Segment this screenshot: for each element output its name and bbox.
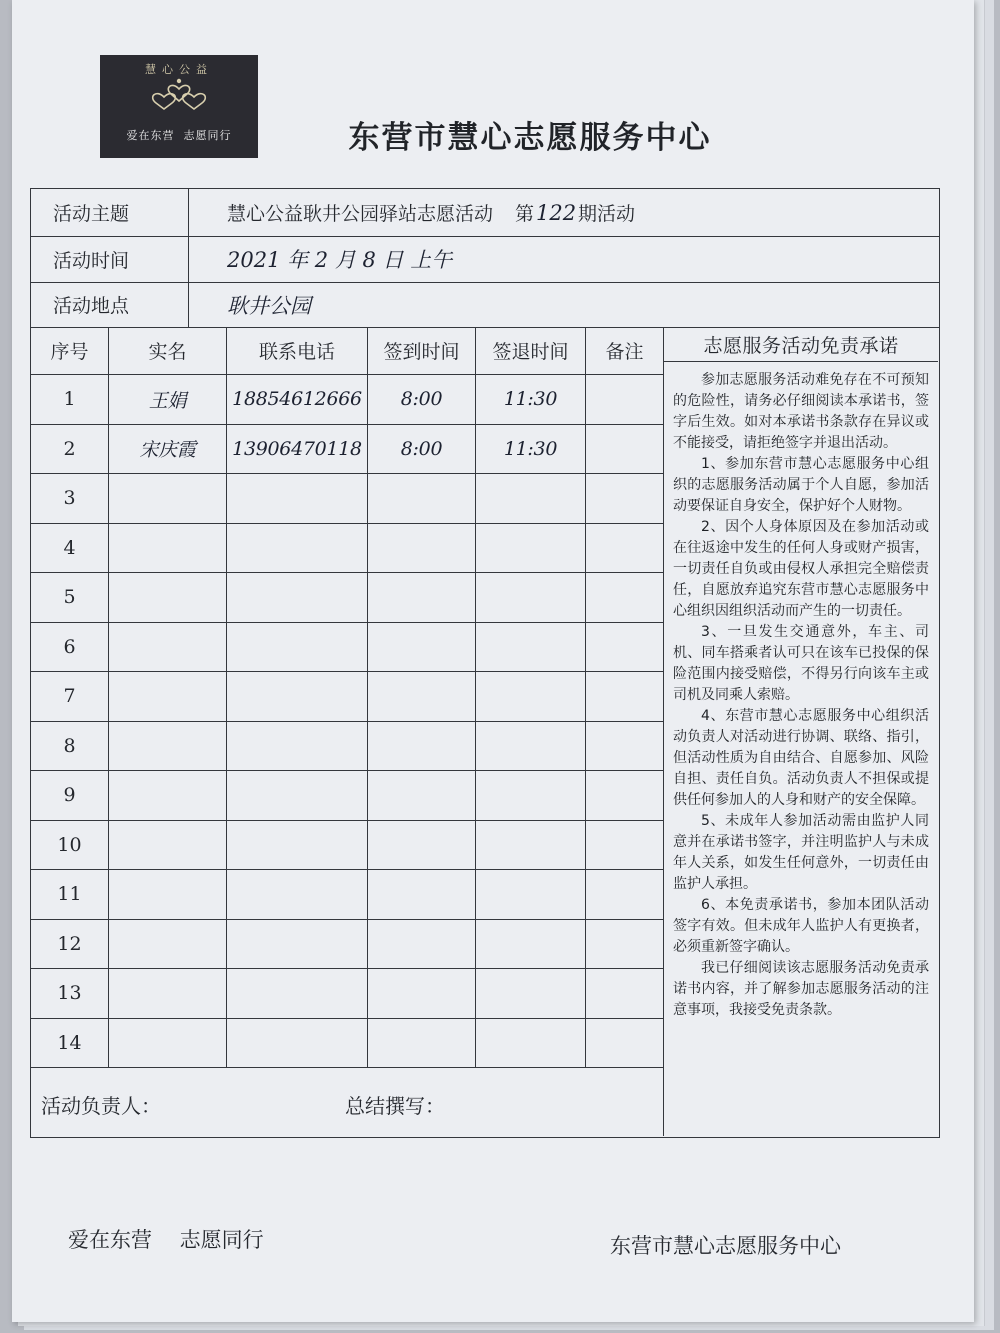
checkin-time-cell <box>368 920 476 970</box>
header-number: 序号 <box>31 327 109 375</box>
checkout-time-cell <box>476 870 586 920</box>
note-cell <box>586 870 664 920</box>
row-number-cell: 4 <box>31 524 109 574</box>
activity-theme-label: 活动主题 <box>31 189 189 236</box>
name-cell <box>109 870 227 920</box>
checkout-time-cell <box>476 1019 586 1069</box>
checkin-time-cell: 8:00 <box>368 375 476 425</box>
sign-in-table <box>31 327 664 1068</box>
header-checkout-time: 签退时间 <box>476 327 586 375</box>
phone-cell <box>227 672 368 722</box>
checkin-time-cell <box>368 821 476 871</box>
phone-cell: 18854612666 <box>227 375 368 425</box>
name-cell <box>109 623 227 673</box>
checkin-time-cell: 8:00 <box>368 425 476 475</box>
phone-cell <box>227 474 368 524</box>
disclaimer-body <box>664 362 938 1021</box>
page-title: 东营市慧心志愿服务中心 <box>348 120 712 156</box>
checkout-time-cell <box>476 623 586 673</box>
phone-cell <box>227 722 368 772</box>
activity-place-value <box>189 282 939 327</box>
disclaimer-paragraph: 5、未成年人参加活动需由监护人同意并在承诺书签字，并注明监护人与未成年人关系，如发生任何意外，一切责任由监护人承担。 <box>673 813 929 892</box>
name-cell <box>109 1019 227 1069</box>
checkin-time-cell <box>368 969 476 1019</box>
disclaimer-paragraph: 3、一旦发生交通意外，车主、司机、同车搭乘者认可只在该车已投保的保险范围内接受赔偿，不得另行向该车主或司机及同乘人索赔。 <box>673 624 929 703</box>
heart-flower-icon <box>144 75 214 115</box>
checkout-time-cell <box>476 821 586 871</box>
checkout-time-cell <box>476 771 586 821</box>
checkin-time-cell <box>368 870 476 920</box>
activity-theme-value <box>189 189 939 236</box>
row-number-cell: 5 <box>31 573 109 623</box>
activity-theme-row <box>31 189 939 237</box>
row-number-cell: 9 <box>31 771 109 821</box>
row-number-cell: 11 <box>31 870 109 920</box>
checkout-time-cell <box>476 672 586 722</box>
header-note: 备注 <box>586 327 664 375</box>
header-name: 实名 <box>109 327 227 375</box>
checkout-time-cell <box>476 722 586 772</box>
logo-name: 慧心公益 <box>145 63 213 76</box>
sign-in-form <box>30 188 940 1138</box>
row-number-cell: 14 <box>31 1019 109 1069</box>
name-cell <box>109 821 227 871</box>
note-cell <box>586 425 664 475</box>
name-cell <box>109 573 227 623</box>
note-cell <box>586 623 664 673</box>
row-number-cell: 7 <box>31 672 109 722</box>
checkout-time-cell <box>476 573 586 623</box>
phone-cell <box>227 821 368 871</box>
phone-cell <box>227 1019 368 1069</box>
phone-cell <box>227 969 368 1019</box>
phone-cell <box>227 524 368 574</box>
row-number-cell: 3 <box>31 474 109 524</box>
row-number-cell: 1 <box>31 375 109 425</box>
checkin-time-cell <box>368 623 476 673</box>
period-number: 122 <box>535 200 577 225</box>
note-cell <box>586 375 664 425</box>
activity-place-row <box>31 282 939 328</box>
checkin-time-cell <box>368 1019 476 1069</box>
header-checkin-time: 签到时间 <box>368 327 476 375</box>
name-cell <box>109 920 227 970</box>
disclaimer-paragraph: 我已仔细阅读该志愿服务活动免责承诺书内容，并了解参加志愿服务活动的注意事项，我接受免责条款。 <box>673 960 929 1018</box>
logo <box>100 55 258 158</box>
disclaimer-paragraph: 1、参加东营市慧心志愿服务中心组织的志愿服务活动属于个人自愿，参加活动要保证自身安全，保护好个人财物。 <box>673 456 929 514</box>
phone-cell <box>227 623 368 673</box>
checkout-time-cell: 11:30 <box>476 425 586 475</box>
phone-cell <box>227 771 368 821</box>
logo-slogan: 爱在东营 志愿同行 <box>126 129 232 142</box>
activity-theme-text: 慧心公益耿井公园驿站志愿活动 <box>227 203 494 225</box>
note-cell <box>586 672 664 722</box>
phone-cell <box>227 920 368 970</box>
name-cell <box>109 474 227 524</box>
row-number-cell: 13 <box>31 969 109 1019</box>
activity-time-label: 活动时间 <box>31 236 189 282</box>
disclaimer-title: 志愿服务活动免责承诺 <box>664 327 938 362</box>
phone-cell <box>227 573 368 623</box>
row-number-cell: 8 <box>31 722 109 772</box>
checkout-time-cell <box>476 524 586 574</box>
checkin-time-cell <box>368 672 476 722</box>
phone-cell <box>227 870 368 920</box>
checkout-time-cell <box>476 474 586 524</box>
note-cell <box>586 969 664 1019</box>
note-cell <box>586 821 664 871</box>
footer-slogan: 爱在东营 志愿同行 <box>68 1228 264 1252</box>
note-cell <box>586 771 664 821</box>
disclaimer-paragraph: 2、因个人身体原因及在参加活动或在往返途中发生的任何人身或财产损害，一切责任自负或由侵权人承担完全赔偿责任，自愿放弃追究东营市慧心志愿服务中心组织因组织活动而产生的一切责任。 <box>673 519 929 619</box>
name-cell <box>109 771 227 821</box>
checkin-time-cell <box>368 524 476 574</box>
leader-label: 活动负责人： <box>41 1094 161 1118</box>
checkin-time-cell <box>368 722 476 772</box>
summary-label: 总结撰写： <box>345 1094 445 1118</box>
name-cell <box>109 722 227 772</box>
note-cell <box>586 524 664 574</box>
checkin-time-cell <box>368 573 476 623</box>
signoff-area <box>31 1068 664 1136</box>
name-cell <box>109 969 227 1019</box>
row-number-cell: 2 <box>31 425 109 475</box>
footer-organization: 东营市慧心志愿服务中心 <box>610 1234 841 1258</box>
row-number-cell: 10 <box>31 821 109 871</box>
row-number-cell: 12 <box>31 920 109 970</box>
note-cell <box>586 920 664 970</box>
checkin-time-cell <box>368 771 476 821</box>
activity-time-row <box>31 236 939 283</box>
phone-cell: 13906470118 <box>227 425 368 475</box>
checkout-time-cell <box>476 920 586 970</box>
name-cell: 王娟 <box>109 375 227 425</box>
note-cell <box>586 722 664 772</box>
checkin-time-cell <box>368 474 476 524</box>
activity-place-handwritten: 耿井公园 <box>227 293 311 318</box>
period-suffix: 期活动 <box>578 203 636 225</box>
disclaimer-paragraph: 4、东营市慧心志愿服务中心组织活动负责人对活动进行协调、联络、指引，但活动性质为自由结合、自愿参加、风险自担、责任自负。活动负责人不担保或提供任何参加人的人身和财产的安全保障。 <box>673 708 929 808</box>
activity-time-value <box>189 236 939 282</box>
activity-time-handwritten: 2021 年 2 月 8 日 上午 <box>227 248 453 272</box>
disclaimer-paragraph: 6、本免责承诺书，参加本团队活动签字有效。但未成年人监护人有更换者，必须重新签字确认。 <box>673 897 929 955</box>
row-number-cell: 6 <box>31 623 109 673</box>
note-cell <box>586 1019 664 1069</box>
note-cell <box>586 474 664 524</box>
activity-place-label: 活动地点 <box>31 282 189 327</box>
checkout-time-cell: 11:30 <box>476 375 586 425</box>
checkout-time-cell <box>476 969 586 1019</box>
disclaimer-column <box>664 327 938 1136</box>
disclaimer-paragraph: 参加志愿服务活动难免存在不可预知的危险性，请务必仔细阅读本承诺书，签字后生效。如对本承诺书条款存在异议或不能接受，请拒绝签字并退出活动。 <box>673 372 929 451</box>
name-cell <box>109 524 227 574</box>
name-cell: 宋庆霞 <box>109 425 227 475</box>
note-cell <box>586 573 664 623</box>
name-cell <box>109 672 227 722</box>
period-prefix: 第 <box>515 203 535 225</box>
header-phone: 联系电话 <box>227 327 368 375</box>
